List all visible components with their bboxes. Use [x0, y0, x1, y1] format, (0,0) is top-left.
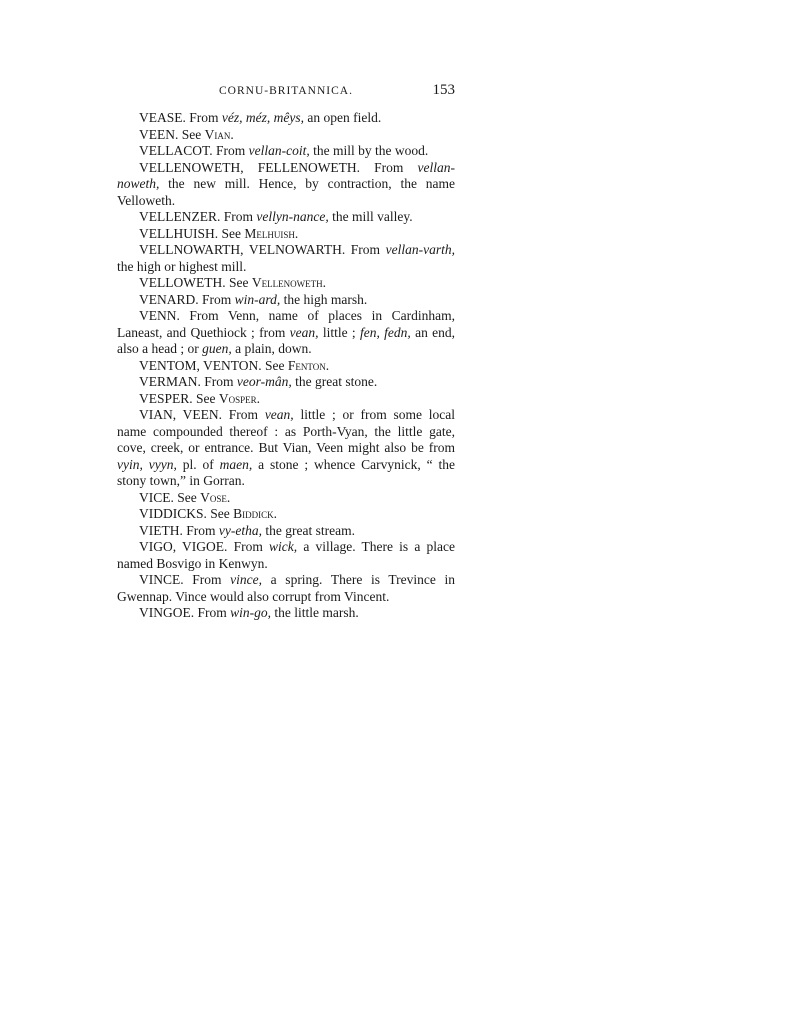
entry-text: . [294, 225, 299, 241]
entry-text: . [230, 126, 234, 142]
etymology-text: vean, [264, 407, 294, 422]
etymology-text: win-go, [230, 605, 272, 620]
entry-text: a stone ; whence Carvynick, “ the stony town,” in Gorran. [117, 456, 456, 488]
cross-reference: Vian [204, 126, 231, 142]
entry-text: VINCE. From [139, 572, 231, 587]
dictionary-entry [117, 292, 455, 309]
dictionary-entry [117, 143, 455, 160]
entry-text: VELLENOWETH, FELLENOWETH. From [139, 159, 418, 175]
dictionary-entry [117, 523, 455, 540]
dictionary-entry [117, 605, 455, 622]
entry-text: the mill valley. [328, 209, 413, 224]
entry-text: VELLNOWARTH, VELNOWARTH. From [139, 242, 386, 257]
dictionary-entry [117, 539, 455, 572]
entry-text: the mill by the wood. [309, 143, 429, 158]
dictionary-entry [117, 226, 455, 243]
dictionary-entry [117, 160, 455, 210]
dictionary-entry [117, 308, 455, 358]
entry-text: a village. There is a place named Bosvigo in Kenwyn. [117, 539, 455, 571]
etymology-text: vy-etha, [218, 522, 262, 538]
entry-text: an open field. [304, 110, 382, 125]
etymology-text: vyin, vyyn, [117, 456, 177, 472]
entry-text: VEEN. See [139, 126, 205, 142]
entry-text: VINGOE. From [139, 605, 231, 620]
cross-reference: Vosper [218, 390, 257, 406]
dictionary-entry [117, 391, 455, 408]
entry-list [117, 110, 455, 622]
dictionary-entry [117, 242, 455, 275]
entry-text: VELLENZER. From [139, 209, 257, 224]
entry-text: VIETH. From [139, 522, 219, 538]
etymology-text: vean, [289, 324, 319, 340]
page-number: 153 [432, 82, 455, 98]
entry-text: . [322, 275, 326, 290]
etymology-text: vince, [230, 572, 263, 587]
entry-text: the new mill. Hence, by contraction, the name Velloweth. [117, 176, 455, 208]
entry-text: VELLOWETH. See [139, 275, 252, 290]
etymology-text: wick, [269, 539, 298, 554]
entry-text: VELLACOT. From [139, 143, 249, 158]
etymology-text: vellan-coit, [248, 143, 310, 158]
cross-reference: Biddick [233, 506, 274, 521]
entry-text: VENN. From Venn, name of places in Cardinham, Laneast, and Quethiock ; from [117, 308, 455, 340]
entry-text: VENTOM, VENTON. See [139, 357, 288, 373]
entry-text: VIDDICKS. See [139, 506, 234, 521]
etymology-text: vellyn-nance, [256, 209, 329, 224]
etymology-text: vellan-noweth, [117, 159, 455, 191]
entry-text: the little marsh. [271, 605, 359, 620]
entry-text: the great stone. [291, 374, 378, 389]
etymology-text: maen, [219, 456, 253, 472]
etymology-text: veor-mân, [236, 374, 292, 389]
etymology-text: véz, méz, mêys, [221, 110, 304, 125]
entry-text: VELLHUISH. See [139, 225, 245, 241]
cross-reference: Vose [200, 489, 227, 505]
etymology-text: guen, [202, 341, 232, 356]
entry-text: VIGO, VIGOE. From [139, 539, 270, 554]
entry-text: . [256, 390, 261, 406]
entry-text: VERMAN. From [139, 374, 237, 389]
entry-text: VEASE. From [139, 110, 222, 125]
entry-text: a spring. There is Trevince in Gwennap. Vince would also corrupt from Vincent. [117, 572, 456, 604]
cross-reference: Fenton [287, 357, 326, 373]
running-head [117, 82, 455, 104]
entry-text: VENARD. From [139, 291, 235, 307]
cross-reference: Melhuish [244, 225, 295, 241]
entry-text: VIAN, VEEN. From [139, 407, 265, 422]
entry-text: little ; or from some local name compounded thereof : as Porth-Vyan, the little gate, cove, creek, or entrance. But Vian, Veen might also be from [117, 407, 456, 455]
dictionary-entry [117, 506, 455, 523]
entry-text: a plain, down. [231, 341, 312, 356]
entry-text: . [273, 506, 277, 521]
etymology-text: fen, fedn, [359, 324, 411, 340]
dictionary-entry [117, 358, 455, 375]
entry-text: VESPER. See [139, 390, 219, 406]
dictionary-entry [117, 110, 455, 127]
etymology-text: win-ard, [234, 291, 281, 307]
entry-text: . [325, 357, 330, 373]
dictionary-entry [117, 490, 455, 507]
dictionary-entry [117, 407, 455, 490]
dictionary-entry [117, 572, 455, 605]
book-page [117, 82, 455, 622]
entry-text: the great stream. [261, 522, 355, 538]
running-title: CORNU-BRITANNICA. [219, 85, 353, 97]
dictionary-entry [117, 127, 455, 144]
dictionary-entry [117, 374, 455, 391]
entry-text: the high marsh. [280, 291, 368, 307]
entry-text: little ; [318, 324, 360, 340]
dictionary-entry [117, 275, 455, 292]
entry-text: pl. of [176, 456, 220, 472]
dictionary-entry [117, 209, 455, 226]
entry-text: an end, also a head ; or [117, 324, 456, 356]
etymology-text: vellan-varth, [385, 242, 455, 257]
entry-text: the high or highest mill. [117, 258, 247, 274]
entry-text: VICE. See [139, 489, 201, 505]
entry-text: . [226, 489, 231, 505]
cross-reference: Vellenoweth [251, 275, 323, 290]
